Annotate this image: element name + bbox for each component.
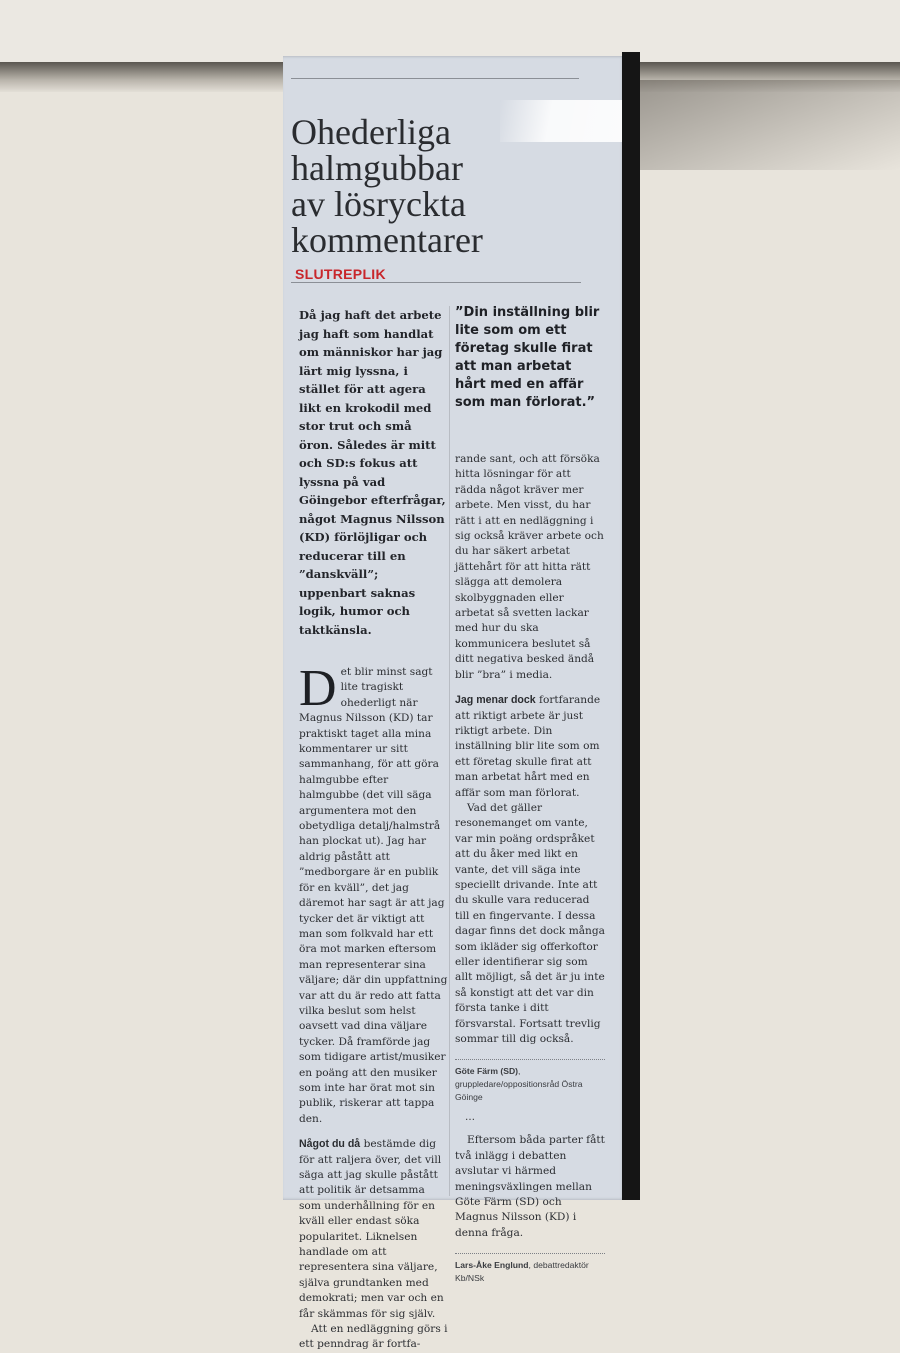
kicker-label: SLUTREPLIK (295, 266, 386, 282)
editor-role: , debattredaktör Kb/NSk (455, 1260, 589, 1284)
ingress-paragraph: Då jag haft det arbete jag haft som handlat om människor har jag lärt mig lyssna, i stället för att agera likt en krokodil med stor trut och små öron. Således är mitt och SD:s fokus att lyssna på vad Göingebor efterfrågar, något Magnus Nilsson (KD) förlöjligar och reducerar till en ”danskväll”; uppenbart saknas logik, humor och taktkänsla. (299, 308, 446, 637)
right-paragraph-2-text: fortfarande att riktigt arbete är just riktigt arbete. Din inställning blir lite som om ett företag skulle firat att man arbetat hårt med en affär som man förlorat. (455, 694, 601, 799)
background-wall-top (0, 0, 900, 62)
newspaper-column (283, 56, 625, 1351)
paragraph-lead: Jag menar dock (455, 694, 536, 707)
column-divider (449, 306, 450, 1196)
pull-quote: ”Din inställning blir lite som om ett företag skulle firat att man arbetat hårt med en affär som man förlorat.” (455, 305, 600, 410)
body-paragraph-1 (299, 660, 449, 1127)
kicker-rule (291, 282, 581, 283)
right-paragraph-1: rande sant, och att försöka hitta lösningar för att rädda något kräver mer arbete. Men visst, du har rätt i att en nedläggning i sig också kräver arbete och du har säkert arbetat jättehårt för att hitta rätt släggа att demolera skolbyggnaden eller arbetat så svetten lackar med hur du ska kommunicera beslutet så ditt negativa besked ändå blir ”bra” i media. (455, 453, 604, 681)
body-paragraph-1-text: et blir minst sagt lite tragiskt ohederligt när Magnus Nilsson (KD) tar praktiskt taget alla mina kommentarer ur sitt sammanhang, för att göra halmgubbe efter halmgubbe (det vill säga argumentera mot den obetydliga detalj/halmstrå han plockat ut). Jag har aldrig påstått att ”medborgare är en publik för en kväll”, det jag däremot har sagt är att jag tycker det är viktigt att man som folkvald har ett öra mot marken eftersom man representerar sina väljare; där din uppfattning var att du är redo att fatta vilka beslut som helst oavsett vad dina väljare tycker. Då framförde jag som tidigare artist/musiker en poäng att den musiker som inte har örat mot sin publik, riskerar att tappa den. (299, 666, 448, 1125)
drop-cap: D (299, 660, 337, 717)
page-spine (622, 52, 640, 1200)
headline: Ohederliga halmgubbar av lösryckta kommentarer (291, 112, 483, 261)
body-paragraph-2 (299, 1137, 449, 1322)
editor-note: Eftersom båda parter fått två inlägg i debatten avslutar vi härmed meningsväxlingen mellan Göte Färm (SD) och Magnus Nilsson (KD) i denna fråga. (455, 1134, 605, 1239)
right-column (455, 304, 605, 1285)
author-signature (455, 1059, 605, 1104)
top-rule (291, 78, 579, 79)
body-paragraph-2-text: bestämde dig för att raljera över, det vill säga att jag skulle påstått att politik är detsamma som underhållning för en kväll eller endast söka popularitet. Liknelsen handlade om att representera sina väljare, själva grundtanken med demokrati; men var och en får skämmas för sig själv. (299, 1138, 444, 1320)
background-shade (640, 80, 900, 170)
body-paragraph-3: Att en nedläggning görs i ett penndrag är fortfa- (299, 1323, 448, 1351)
editor-name: Lars-Åke Englund (455, 1260, 529, 1271)
left-column (299, 306, 449, 1353)
right-paragraph-2 (455, 693, 605, 801)
right-paragraph-3: Vad det gäller resonemanget om vante, var min poäng ordspråket att du åker med likt en vante, det vill säga inte speciellt drivande. Inte att du skulle vara reducerad till en fingervante. I dessa dagar finns det dock många som ikläder sig offerkoftor eller identifierar sig som allt möjligt, så det är ju inte så konstigt att det var din första tanke i ditt försvarstal. Fortsatt trevlig sommar till dig också. (455, 801, 605, 1046)
editor-signature (455, 1253, 605, 1285)
paragraph-lead: Något du då (299, 1138, 361, 1151)
author-name: Göte Färm (SD) (455, 1066, 519, 1077)
light-glare (500, 100, 624, 142)
ellipsis-separator: … (465, 1112, 475, 1124)
author-role: , gruppledare/oppositionsråd Östra Göinge (455, 1066, 583, 1103)
